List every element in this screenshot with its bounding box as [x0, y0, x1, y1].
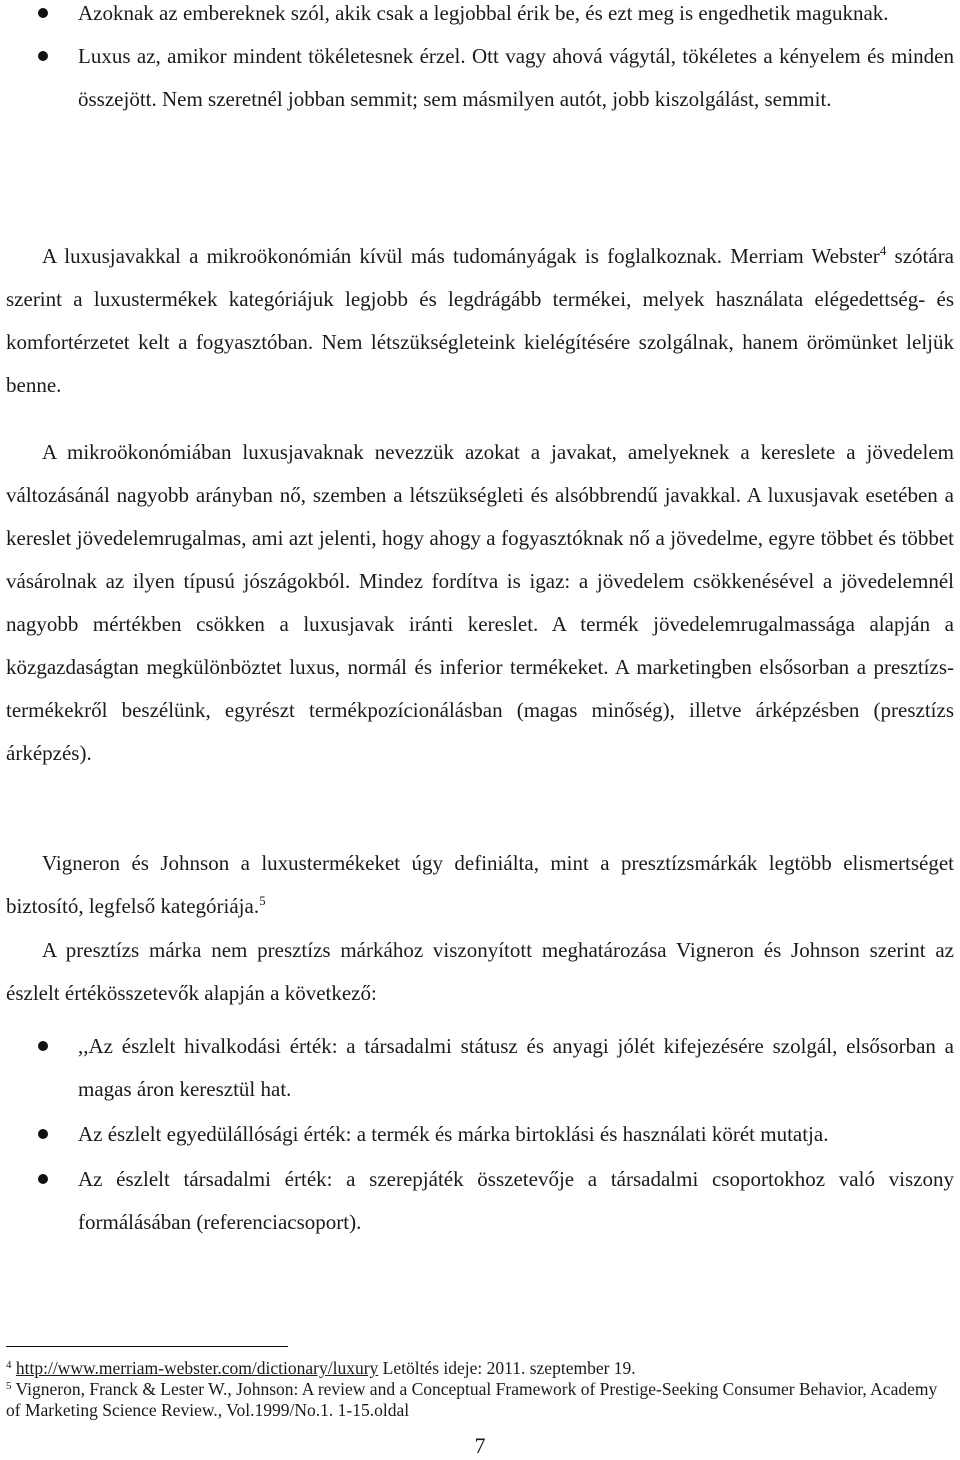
paragraph-text: A mikroökonómiában luxusjavaknak nevezzük azokat a javakat, amelyeknek a kereslete a jövedelem változásánál nagyobb arányban nő, szemben a létszükségleti és alsóbbrendű javakkal. A luxusjavak esetében a kereslet jövedelemrugalmas, ami azt jelenti, hogy ahogy a fogyasztóknak nő a jövedelme, egyre többet és többet vásárolnak az ilyen típusú jószágokból. Mindez fordítva is igaz: a jövedelem csökkenésével a jövedelemnél nagyobb mértékben csökken a luxusjavak iránti kereslet. A termék jövedelemrugalmassága alapján a közgazdaságtan megkülönböztet luxus, normál és inferior termékeket. A marketingben elsősorban a presztízs-termékekről beszélünk, egyrészt termékpozícionálásban (magas minőség), illetve árképzésben (presztízs árképzés). [6, 440, 954, 765]
bullet-item [0, 35, 960, 121]
bullet-dot-icon [38, 1041, 48, 1051]
value-components-list [0, 1025, 960, 1244]
bullet-text: ,,Az észlelt hivalkodási érték: a társadalmi státusz és anyagi jólét kifejezésére szolgál, elsősorban a magas áron keresztül hat. [78, 1034, 954, 1101]
footnote-ref: 5 [259, 893, 266, 908]
footnote-mark: 4 [6, 1359, 12, 1371]
footnote-ref: 4 [879, 243, 887, 258]
footnote-4 [6, 1358, 946, 1379]
top-bullet-list [0, 0, 960, 121]
paragraph-text: Vigneron és Johnson a luxustermékeket úgy definiálta, mint a presztízsmárkák legtöbb elismertséget biztosító, legfelső kategóriája. [6, 851, 954, 918]
footnote-5 [6, 1379, 946, 1421]
footnote-text: Letöltés ideje: 2011. szeptember 19. [378, 1358, 636, 1378]
footnote-mark: 5 [6, 1380, 12, 1392]
bullet-dot-icon [38, 1174, 48, 1184]
bullet-text: Azoknak az embereknek szól, akik csak a legjobbal érik be, és ezt meg is engedhetik maguknak. [78, 1, 889, 25]
bullet-text: Az észlelt egyedülállósági érték: a termék és márka birtoklási és használati körét mutatja. [78, 1122, 829, 1146]
footnotes [6, 1358, 946, 1421]
paragraph-text: A luxusjavakkal a mikroökonómián kívül más tudományágak is foglalkoznak. Merriam Webster [42, 244, 880, 268]
bullet-text: Luxus az, amikor mindent tökéletesnek érzel. Ott vagy ahová vágytál, tökéletes a kényelem és minden összejött. Nem szeretnél jobban semmit; sem másmilyen autót, jobb kiszolgálást, semmit. [78, 44, 954, 111]
bullet-dot-icon [38, 1129, 48, 1139]
bullet-dot-icon [38, 8, 48, 18]
paragraph-prestige-brand [0, 929, 960, 1015]
paragraph-microeconomics [0, 431, 960, 775]
footnote-separator [6, 1346, 288, 1347]
footnote-text: Vigneron, Franck & Lester W., Johnson: A review and a Conceptual Framework of Prestige-Seeking Consumer Behavior, Academy of Marketing Science Review., Vol.1999/No.1. 1-15.oldal [6, 1379, 938, 1420]
bullet-dot-icon [38, 51, 48, 61]
bullet-item [0, 1025, 960, 1111]
bullet-item [0, 1158, 960, 1244]
footnote-link[interactable]: http://www.merriam-webster.com/dictionary/luxury [15, 1358, 379, 1378]
paragraph-text: szótára szerint a luxustermékek kategóriájuk legjobb és legdrágább termékei, melyek használata elégedettség- és komfortérzetet kelt a fogyasztóban. Nem létszükségleteink kielégítésére szolgálnak, hanem örömünket leljük benne. [6, 244, 955, 397]
page-number: 7 [474, 1433, 486, 1458]
bullet-text: Az észlelt társadalmi érték: a szerepjáték összetevője a társadalmi csoportokhoz való viszony formálásában (referenciacsoport). [78, 1167, 954, 1234]
paragraph-luxury-goods [0, 235, 960, 407]
paragraph-text: A presztízs márka nem presztízs márkához viszonyított meghatározása Vigneron és Johnson szerint az észlelt értékösszetevők alapján a következő: [6, 938, 954, 1005]
bullet-item [0, 1113, 960, 1156]
paragraph-vigneron-definition [0, 842, 960, 928]
bullet-item [0, 0, 960, 35]
